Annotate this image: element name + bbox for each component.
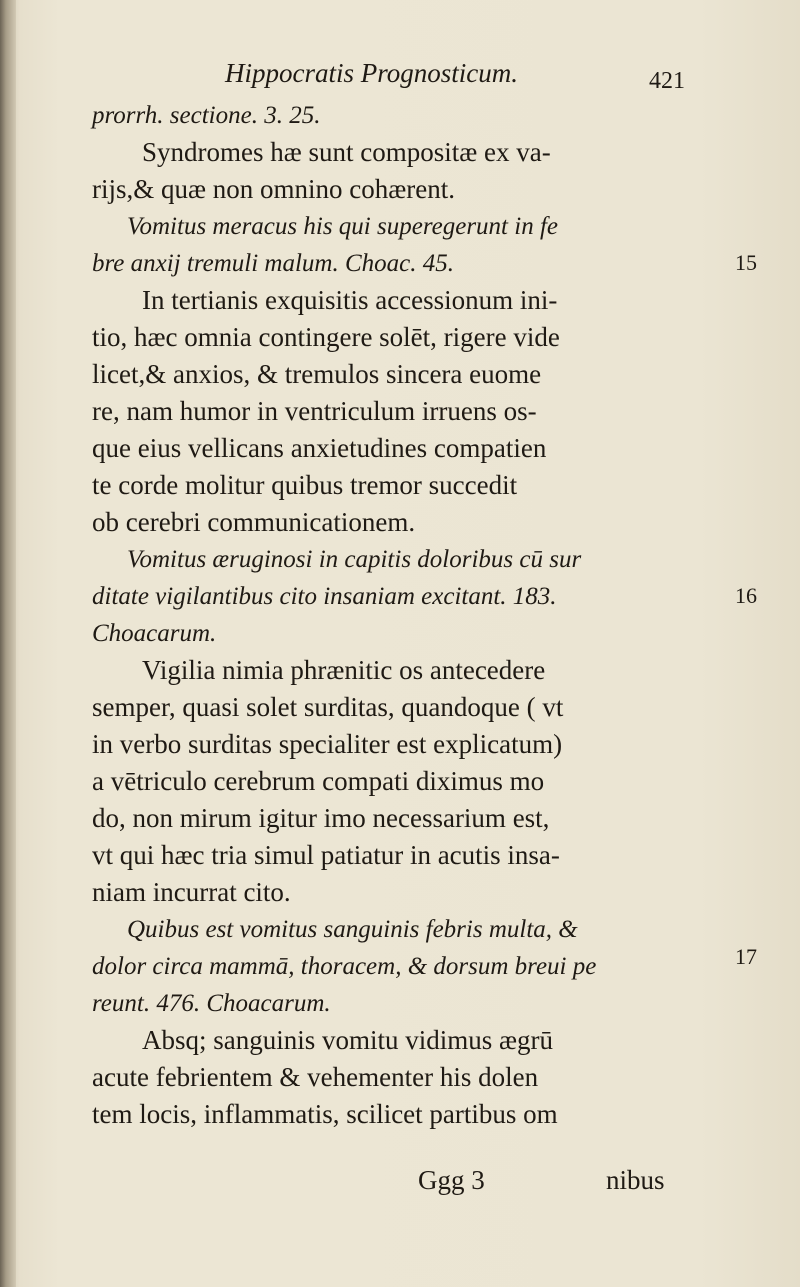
binding-gutter bbox=[0, 0, 16, 1287]
aphorism-line: Choacarum. bbox=[92, 620, 217, 647]
text-line: vt qui hæc tria simul patiatur in acutis insa- bbox=[92, 840, 560, 870]
text-line: niam incurrat cito. bbox=[92, 877, 291, 907]
aphorism-line: reunt. 476. Choacarum. bbox=[92, 990, 331, 1017]
aphorism-line: bre anxij tremuli malum. Choac. 45. bbox=[92, 250, 454, 277]
text-line: do, non mirum igitur imo necessarium est, bbox=[92, 803, 550, 833]
running-title: Hippocratis Prognosticum. bbox=[225, 58, 518, 88]
text-line: Vigilia nimia phrænitic os antecedere bbox=[142, 655, 546, 685]
page-number: 421 bbox=[649, 68, 685, 94]
text-line: In tertianis exquisitis accessionum ini- bbox=[142, 285, 558, 315]
body-text bbox=[92, 97, 692, 1133]
text-line: in verbo surditas specialiter est explicatum) bbox=[92, 729, 563, 759]
aphorism-line: dolor circa mammā, thoracem, & dorsum breui pe bbox=[92, 953, 597, 980]
page-header bbox=[225, 58, 695, 98]
text-line: que eius vellicans anxietudines compatien bbox=[92, 433, 547, 463]
aphorism-line: Quibus est vomitus sanguinis febris multa, & bbox=[127, 916, 578, 943]
text-line: semper, quasi solet surditas, quandoque ( vt bbox=[92, 692, 564, 722]
text-line: te corde molitur quibus tremor succedit bbox=[92, 470, 518, 500]
signature-mark: Ggg 3 bbox=[418, 1165, 485, 1195]
text-line: acute febrientem & vehementer his dolen bbox=[92, 1062, 539, 1092]
aphorism-line: ditate vigilantibus cito insaniam excitant. 183. bbox=[92, 583, 557, 610]
text-line: rijs,& quæ non omnino cohærent. bbox=[92, 174, 455, 204]
text-line: Absq; sanguinis vomitu vidimus ægrū bbox=[142, 1025, 554, 1055]
text-line: ob cerebri communicationem. bbox=[92, 507, 416, 537]
margin-number: 15 bbox=[735, 250, 757, 275]
text-line: tem locis, inflammatis, scilicet partibus om bbox=[92, 1099, 558, 1129]
text-line: prorrh. sectione. 3. 25. bbox=[92, 102, 321, 129]
text-line: tio, hæc omnia contingere solēt, rigere vide bbox=[92, 322, 560, 352]
margin-number: 17 bbox=[735, 944, 757, 969]
text-line: re, nam humor in ventriculum irruens os- bbox=[92, 396, 537, 426]
text-line: Syndromes hæ sunt compositæ ex va- bbox=[142, 137, 551, 167]
catchword: nibus bbox=[606, 1165, 665, 1195]
aphorism-line: Vomitus meracus his qui superegerunt in fe bbox=[127, 213, 558, 240]
text-line: licet,& anxios, & tremulos sincera euome bbox=[92, 359, 542, 389]
aphorism-line: Vomitus æruginosi in capitis doloribus cū sur bbox=[127, 546, 582, 573]
text-line: a vētriculo cerebrum compati diximus mo bbox=[92, 766, 545, 796]
margin-number: 16 bbox=[735, 583, 757, 608]
